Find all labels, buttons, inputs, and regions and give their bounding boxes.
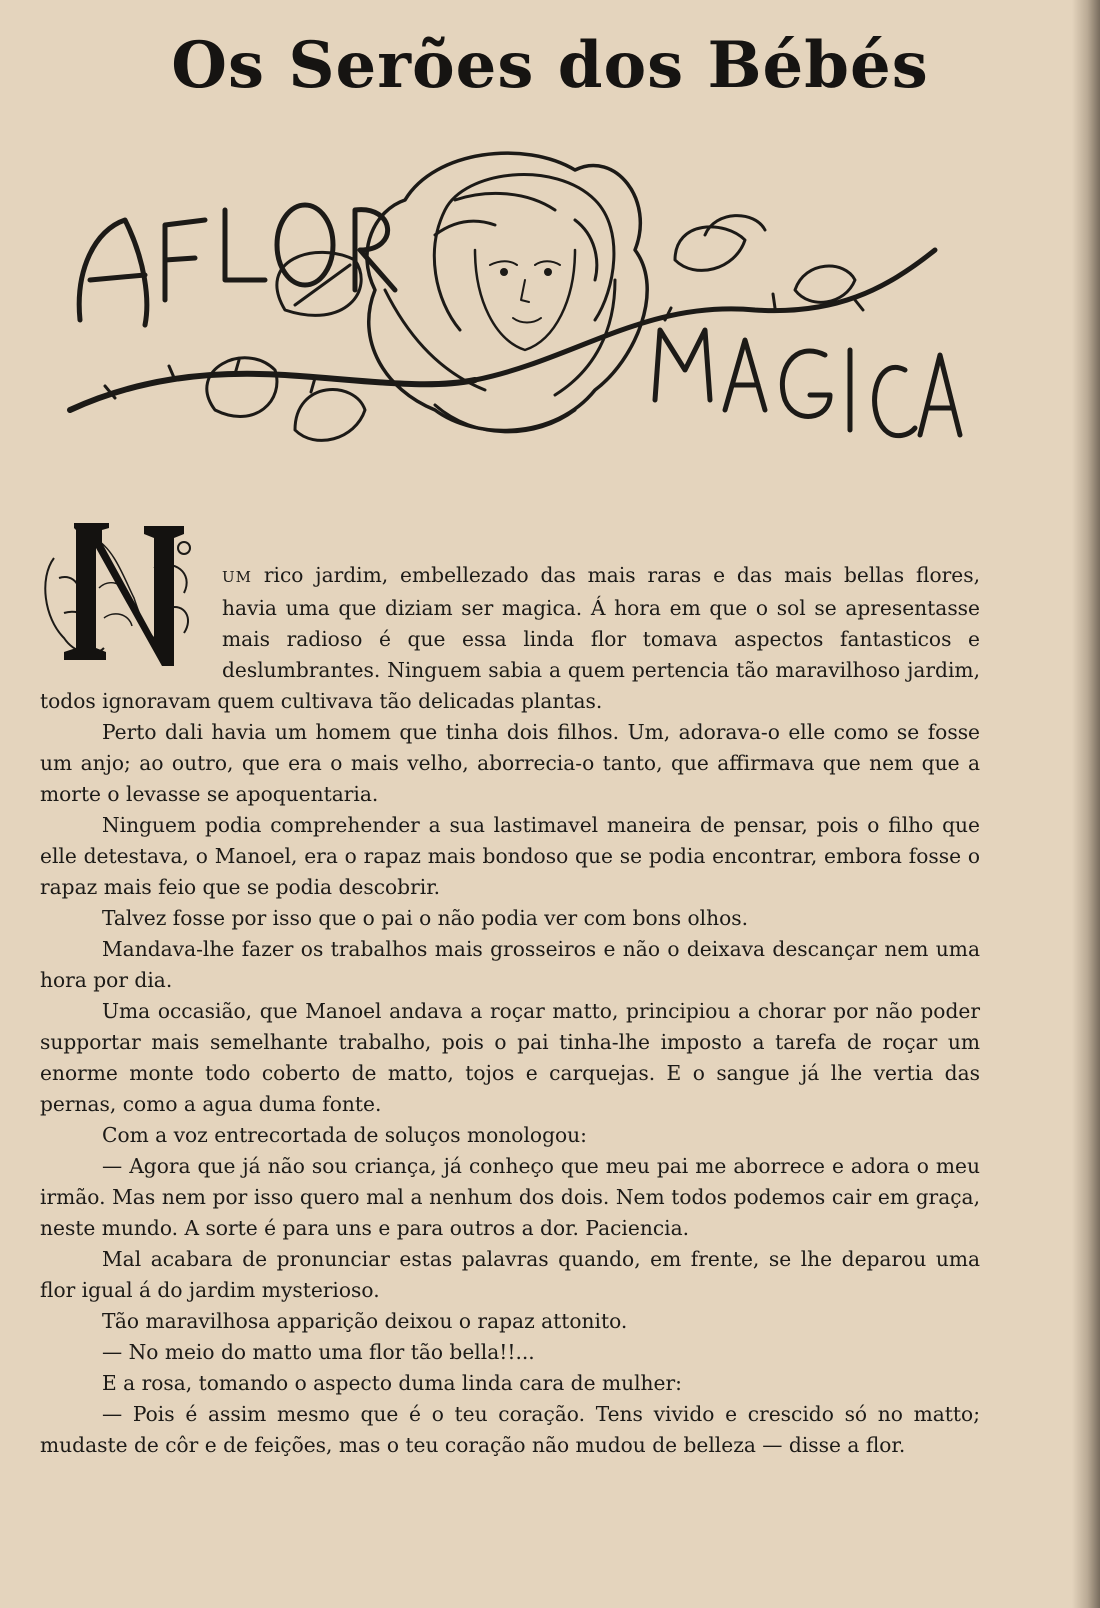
dropcap-letter: N <box>34 518 35 519</box>
page-title: Os Serões dos Bébés <box>171 28 929 103</box>
opening-word: UM <box>222 568 253 586</box>
paragraph-9: Mal acabara de pronunciar estas palavras quando, em frente, se lhe deparou uma flor igual á do jardim mysterioso. <box>40 1247 980 1302</box>
paragraph-6: Uma occasião, que Manoel andava a roçar matto, principiou a chorar por não poder supportar mais semelhante trabalho, pois o pai tinha-lhe imposto a tarefa de roçar um enorme monte todo coberto de matto, tojos e carquejas. E o sangue já lhe vertia das pernas, como a agua duma fonte. <box>40 999 980 1116</box>
paragraph-7: Com a voz entrecortada de soluços monologou: <box>102 1123 587 1147</box>
paragraph-10: Tão maravilhosa apparição deixou o rapaz attonito. <box>102 1309 628 1333</box>
paragraph-12: E a rosa, tomando o aspecto duma linda cara de mulher: <box>102 1371 682 1395</box>
page-edge-shadow <box>1072 0 1100 1608</box>
story-body <box>34 518 980 1461</box>
paragraph-11: — No meio do matto uma flor tão bella!!... <box>102 1340 535 1364</box>
paragraph-3: Ninguem podia comprehender a sua lastimavel maneira de pensar, pois o filho que elle detestava, o Manoel, era o rapaz mais bondoso que se podia encontrar, embora fosse o rapaz mais feio que se podia descobrir. <box>40 813 980 899</box>
paragraph-5: Mandava-lhe fazer os trabalhos mais grosseiros e não o deixava descançar nem uma hora por dia. <box>40 937 980 992</box>
paragraph-13: — Pois é assim mesmo que é o teu coração. Tens vivido e crescido só no matto; mudaste de côr e de feições, mas o teu coração não mudou de belleza — disse a flor. <box>40 1402 980 1457</box>
paragraph-4: Talvez fosse por isso que o pai o não podia ver com bons olhos. <box>102 906 749 930</box>
paragraph-1-text: rico jardim, embellezado das mais raras e das mais bellas flores, havia uma que diziam ser magica. Á hora em que o sol se apresentasse mais radioso é que essa linda flor tomava aspectos fantasticos e deslumbrantes. Ninguem sabia a quem pertencia tão maravilhoso jardim, todos ignoravam quem cultivava tão delicadas plantas. <box>40 563 980 713</box>
header-illustration <box>55 140 985 490</box>
dropcap-n-ornament <box>34 518 206 668</box>
illustration-title-1: A FLOR <box>140 255 144 256</box>
paragraph-2: Perto dali havia um homem que tinha dois filhos. Um, adorava-o elle como se fosse um anjo; ao outro, que era o mais velho, aborrecia-o tanto, que affirmava que nem que a morte o levasse se apoquentaria. <box>40 720 980 806</box>
paragraph-8: — Agora que já não sou criança, já conheço que meu pai me aborrece e adora o meu irmão. Mas nem por isso quero mal a nenhum dos dois. Nem todos podemos cair em graça, neste mundo. A sorte é para uns e para outros a dor. Paciencia. <box>40 1154 980 1240</box>
